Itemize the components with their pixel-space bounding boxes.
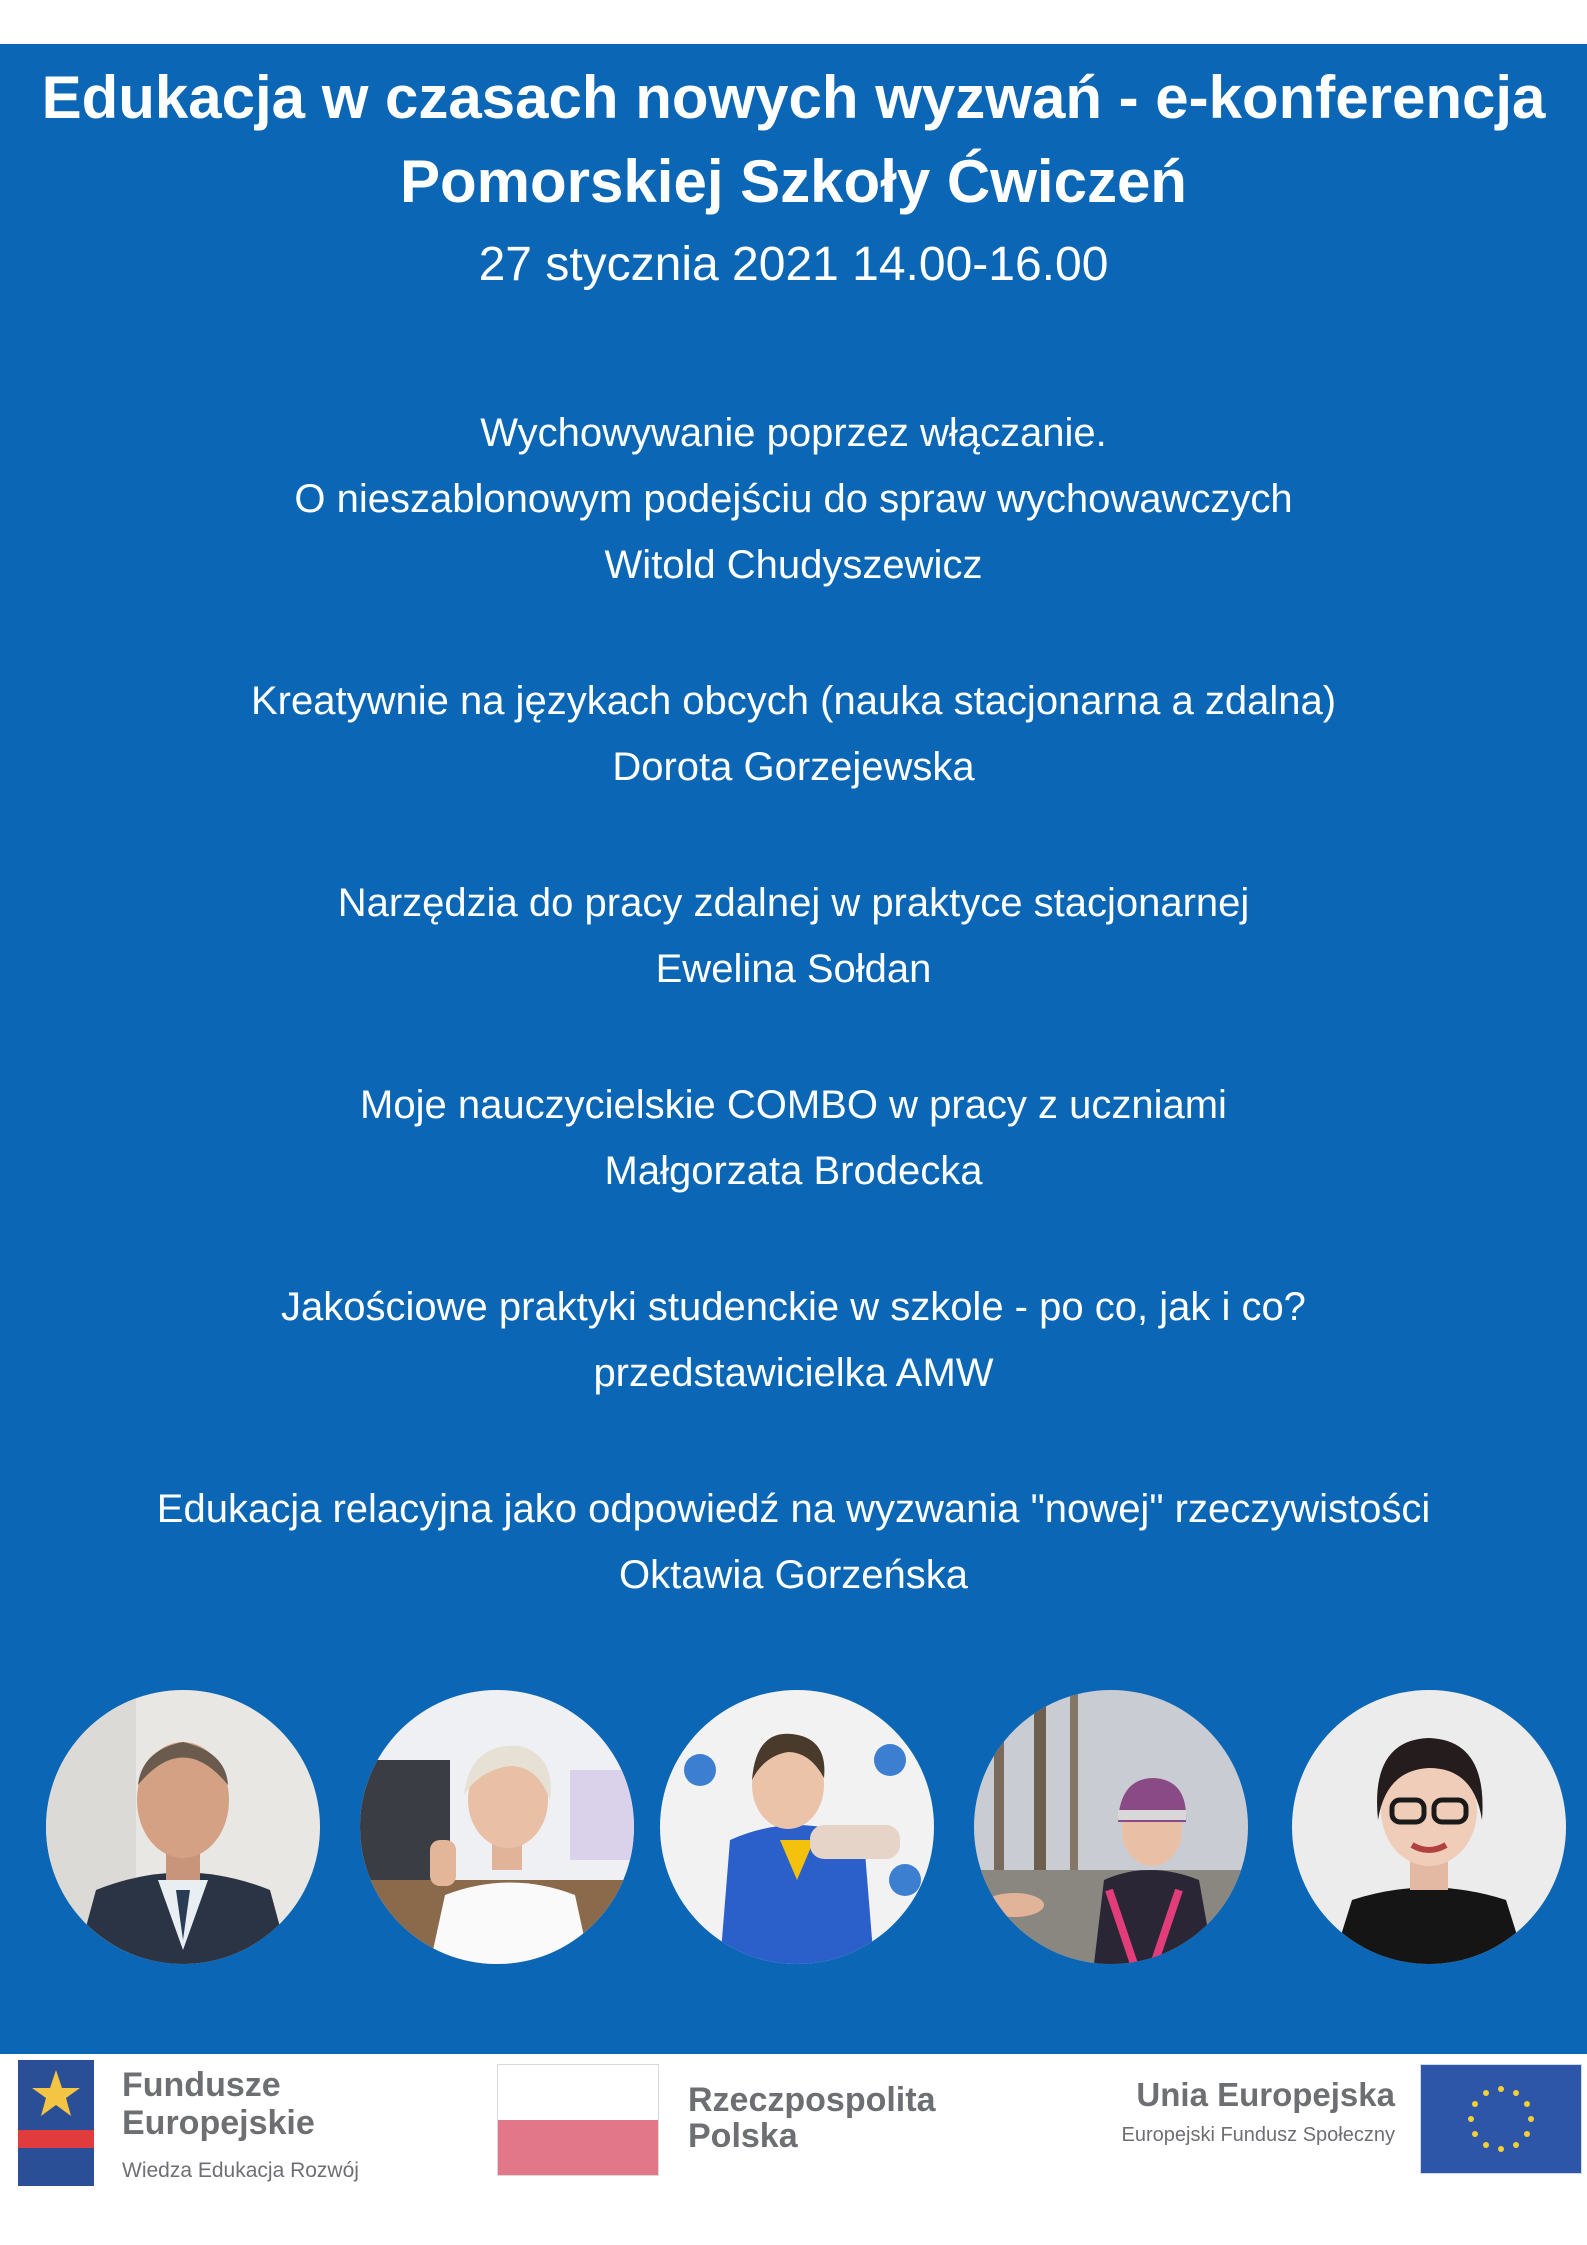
fe-subtitle: Wiedza Edukacja Rozwój xyxy=(122,2159,359,2182)
speaker-photo-1 xyxy=(46,1690,320,1964)
event-date: 27 stycznia 2021 14.00-16.00 xyxy=(478,238,1109,291)
talks-list xyxy=(0,400,1587,1678)
talk-speaker: Dorota Gorzejewska xyxy=(612,745,975,789)
talk-item xyxy=(0,870,1587,1002)
talk-item xyxy=(0,1072,1587,1204)
talk-speaker: Oktawia Gorzeńska xyxy=(618,1553,969,1597)
rzeczpospolita-polska-text xyxy=(688,2082,935,2154)
talk-title-line: Moje nauczycielskie COMBO w pracy z uczniami xyxy=(360,1083,1227,1127)
speaker-photos xyxy=(46,1690,1566,1970)
title-line-2: Pomorskiej Szkoły Ćwiczeń xyxy=(400,148,1187,215)
speaker-photo-2 xyxy=(360,1690,634,1964)
talk-title-line: Wychowywanie poprzez włączanie. xyxy=(480,411,1107,455)
talk-item xyxy=(0,1274,1587,1406)
talk-title-line: Narzędzia do pracy zdalnej w praktyce stacjonarnej xyxy=(337,881,1250,925)
eu-flag-icon xyxy=(1420,2064,1582,2174)
speaker-photo-1-image xyxy=(46,1690,320,1964)
talk-title-line: Jakościowe praktyki studenckie w szkole - po co, jak i co? xyxy=(281,1285,1306,1329)
unia-europejska-text xyxy=(1050,2076,1395,2150)
rp-line-2: Polska xyxy=(688,2117,798,2155)
ue-subtitle: Europejski Fundusz Społeczny xyxy=(1121,2124,1395,2146)
title-line-1: Edukacja w czasach nowych wyzwań - e-konferencja xyxy=(41,64,1546,131)
fundusze-europejskie-logo-icon xyxy=(18,2060,94,2186)
ue-title: Unia Europejska xyxy=(1136,2076,1395,2113)
speaker-photo-4-image xyxy=(974,1690,1248,1964)
talk-speaker: Witold Chudyszewicz xyxy=(604,543,983,587)
speaker-photo-5 xyxy=(1292,1690,1566,1964)
speaker-photo-3-image xyxy=(660,1690,934,1964)
talk-item xyxy=(0,1476,1587,1608)
header xyxy=(0,56,1587,298)
polish-flag-icon xyxy=(497,2064,659,2176)
talk-speaker: Ewelina Sołdan xyxy=(655,947,932,991)
talk-title-line: Edukacja relacyjna jako odpowiedź na wyzwania "nowej" rzeczywistości xyxy=(156,1487,1431,1531)
fe-line-1: Fundusze xyxy=(122,2066,281,2104)
speaker-photo-2-image xyxy=(360,1690,634,1964)
speaker-photo-5-image xyxy=(1292,1690,1566,1964)
talk-title-line: O nieszablonowym podejściu do spraw wychowawczych xyxy=(294,477,1293,521)
talk-item xyxy=(0,400,1587,598)
rp-line-1: Rzeczpospolita xyxy=(688,2081,936,2119)
talk-item xyxy=(0,668,1587,800)
speaker-photo-4 xyxy=(974,1690,1248,1964)
speaker-photo-3 xyxy=(660,1690,934,1964)
talk-title-line: Kreatywnie na językach obcych (nauka stacjonarna a zdalna) xyxy=(250,679,1337,723)
fundusze-europejskie-text xyxy=(122,2066,359,2186)
talk-speaker: przedstawicielka AMW xyxy=(593,1351,994,1395)
fe-line-2: Europejskie xyxy=(122,2104,315,2142)
talk-speaker: Małgorzata Brodecka xyxy=(604,1149,983,1193)
